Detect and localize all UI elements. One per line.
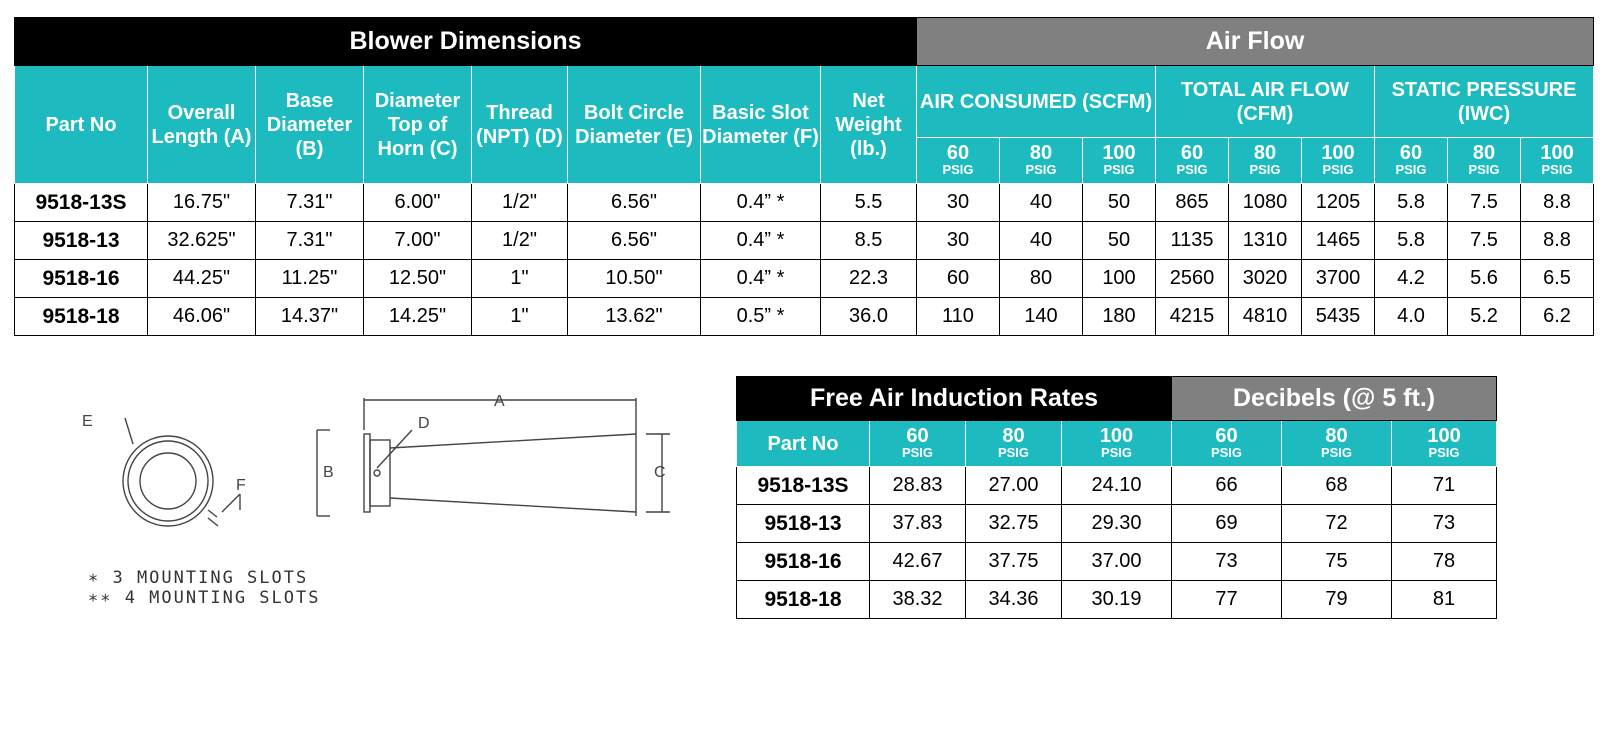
table-cell: 7.00"	[364, 222, 472, 260]
table-cell: 140	[1000, 298, 1083, 336]
col-part-no: Part No	[15, 66, 148, 184]
table-cell: 5.2	[1448, 298, 1521, 336]
table-row	[737, 505, 1497, 543]
table-row	[737, 543, 1497, 581]
table-cell: 60	[917, 260, 1000, 298]
table-cell: 0.4” *	[701, 222, 821, 260]
table-cell: 865	[1156, 184, 1229, 222]
end-view-drawing	[92, 418, 240, 526]
table-row	[737, 467, 1497, 505]
table-cell: 77	[1172, 581, 1282, 619]
group-static-pressure: STATIC PRESSURE (IWC)	[1375, 66, 1594, 138]
table-cell: 44.25"	[148, 260, 256, 298]
table-cell: 0.4” *	[701, 184, 821, 222]
table-cell: 27.00	[966, 467, 1062, 505]
table-cell: 5.6	[1448, 260, 1521, 298]
part-number-cell: 9518-13	[737, 505, 870, 543]
blower-dimensions-table	[14, 17, 1594, 336]
table-cell: 180	[1083, 298, 1156, 336]
table-cell: 32.75	[966, 505, 1062, 543]
table-cell: 0.5” *	[701, 298, 821, 336]
table-cell: 2560	[1156, 260, 1229, 298]
table-cell: 6.5	[1521, 260, 1594, 298]
psig-header: 60 PSIG	[1375, 138, 1448, 184]
col-overall-length: Overall Length (A)	[148, 66, 256, 184]
table-cell: 30.19	[1062, 581, 1172, 619]
table-cell: 3020	[1229, 260, 1302, 298]
psig-header: 60 PSIG	[1172, 421, 1282, 467]
table-cell: 7.31"	[256, 222, 364, 260]
free-air-induction-header: Free Air Induction Rates	[737, 377, 1172, 421]
table-cell: 24.10	[1062, 467, 1172, 505]
air-flow-header: Air Flow	[917, 18, 1594, 66]
table-cell: 3700	[1302, 260, 1375, 298]
table-cell: 37.75	[966, 543, 1062, 581]
table-cell: 6.2	[1521, 298, 1594, 336]
table-cell: 38.32	[870, 581, 966, 619]
table-cell: 5435	[1302, 298, 1375, 336]
table-cell: 11.25"	[256, 260, 364, 298]
table-cell: 10.50"	[568, 260, 701, 298]
table-cell: 1310	[1229, 222, 1302, 260]
table-cell: 8.8	[1521, 222, 1594, 260]
part-number-cell: 9518-16	[15, 260, 148, 298]
table-cell: 13.62"	[568, 298, 701, 336]
label-a: A	[494, 393, 505, 410]
table-cell: 8.8	[1521, 184, 1594, 222]
table-row	[15, 184, 1594, 222]
table-cell: 73	[1392, 505, 1497, 543]
table-cell: 110	[917, 298, 1000, 336]
part-number-cell: 9518-16	[737, 543, 870, 581]
psig-header: 80 PSIG	[1000, 138, 1083, 184]
col-part-no: Part No	[737, 421, 870, 467]
col-base-diameter: Base Diameter (B)	[256, 66, 364, 184]
group-total-air-flow: TOTAL AIR FLOW (CFM)	[1156, 66, 1375, 138]
table-row	[737, 581, 1497, 619]
label-b: B	[323, 464, 334, 481]
table-cell: 5.5	[821, 184, 917, 222]
table-row	[15, 298, 1594, 336]
table-cell: 1465	[1302, 222, 1375, 260]
table-cell: 7.5	[1448, 222, 1521, 260]
table-cell: 6.00"	[364, 184, 472, 222]
table-cell: 30	[917, 222, 1000, 260]
table-cell: 8.5	[821, 222, 917, 260]
label-f: F	[236, 477, 246, 494]
psig-header: 80 PSIG	[1282, 421, 1392, 467]
psig-header: 80 PSIG	[1229, 138, 1302, 184]
table-cell: 79	[1282, 581, 1392, 619]
table-cell: 40	[1000, 184, 1083, 222]
table-row	[15, 260, 1594, 298]
part-number-cell: 9518-18	[15, 298, 148, 336]
psig-header: 80 PSIG	[1448, 138, 1521, 184]
table-cell: 80	[1000, 260, 1083, 298]
table-cell: 34.36	[966, 581, 1062, 619]
group-air-consumed: AIR CONSUMED (SCFM)	[917, 66, 1156, 138]
psig-header: 100 PSIG	[1392, 421, 1497, 467]
table-cell: 81	[1392, 581, 1497, 619]
table-cell: 100	[1083, 260, 1156, 298]
table-cell: 1135	[1156, 222, 1229, 260]
table-cell: 36.0	[821, 298, 917, 336]
table-cell: 72	[1282, 505, 1392, 543]
table-cell: 30	[917, 184, 1000, 222]
table-cell: 4810	[1229, 298, 1302, 336]
table-cell: 37.00	[1062, 543, 1172, 581]
table-cell: 1080	[1229, 184, 1302, 222]
table-cell: 16.75"	[148, 184, 256, 222]
blower-dimensions-header: Blower Dimensions	[15, 18, 917, 66]
table-cell: 7.31"	[256, 184, 364, 222]
psig-header: 80 PSIG	[966, 421, 1062, 467]
psig-header: 60 PSIG	[917, 138, 1000, 184]
table-cell: 1"	[472, 298, 568, 336]
table-cell: 75	[1282, 543, 1392, 581]
table-cell: 4.0	[1375, 298, 1448, 336]
psig-header: 100 PSIG	[1062, 421, 1172, 467]
table-cell: 42.67	[870, 543, 966, 581]
table-cell: 68	[1282, 467, 1392, 505]
part-number-cell: 9518-13S	[15, 184, 148, 222]
mounting-slots-note-3: ∗ 3 MOUNTING SLOTS	[88, 568, 309, 588]
table-cell: 1/2"	[472, 222, 568, 260]
table-cell: 32.625"	[148, 222, 256, 260]
table-cell: 1205	[1302, 184, 1375, 222]
table-cell: 12.50"	[364, 260, 472, 298]
free-air-induction-table	[736, 376, 1497, 619]
table-cell: 50	[1083, 222, 1156, 260]
table-cell: 28.83	[870, 467, 966, 505]
table-cell: 1"	[472, 260, 568, 298]
table-cell: 50	[1083, 184, 1156, 222]
table-cell: 14.37"	[256, 298, 364, 336]
table-cell: 5.8	[1375, 222, 1448, 260]
table-cell: 22.3	[821, 260, 917, 298]
table-cell: 4215	[1156, 298, 1229, 336]
table-cell: 4.2	[1375, 260, 1448, 298]
col-net-weight: Net Weight (lb.)	[821, 66, 917, 184]
mounting-slots-note-4: ∗∗ 4 MOUNTING SLOTS	[88, 588, 321, 608]
table-cell: 66	[1172, 467, 1282, 505]
part-number-cell: 9518-18	[737, 581, 870, 619]
table-cell: 5.8	[1375, 184, 1448, 222]
col-thread: Thread (NPT) (D)	[472, 66, 568, 184]
psig-header: 60 PSIG	[1156, 138, 1229, 184]
table-cell: 7.5	[1448, 184, 1521, 222]
label-c: C	[654, 464, 666, 481]
table-cell: 14.25"	[364, 298, 472, 336]
part-number-cell: 9518-13	[15, 222, 148, 260]
table-cell: 40	[1000, 222, 1083, 260]
table-row	[15, 222, 1594, 260]
psig-header: 100 PSIG	[1083, 138, 1156, 184]
side-view-drawing	[317, 398, 670, 516]
psig-header: 60 PSIG	[870, 421, 966, 467]
table-cell: 0.4” *	[701, 260, 821, 298]
table-cell: 37.83	[870, 505, 966, 543]
table-cell: 6.56"	[568, 184, 701, 222]
table-cell: 6.56"	[568, 222, 701, 260]
label-d: D	[418, 415, 430, 432]
table-cell: 46.06"	[148, 298, 256, 336]
label-e: E	[82, 413, 93, 430]
table-cell: 29.30	[1062, 505, 1172, 543]
table-cell: 1/2"	[472, 184, 568, 222]
table-cell: 78	[1392, 543, 1497, 581]
decibels-header: Decibels (@ 5 ft.)	[1172, 377, 1497, 421]
col-basic-slot-diameter: Basic Slot Diameter (F)	[701, 66, 821, 184]
psig-header: 100 PSIG	[1521, 138, 1594, 184]
table-cell: 69	[1172, 505, 1282, 543]
table-cell: 73	[1172, 543, 1282, 581]
table-cell: 71	[1392, 467, 1497, 505]
col-diameter-top-of-horn: Diameter Top of Horn (C)	[364, 66, 472, 184]
psig-header: 100 PSIG	[1302, 138, 1375, 184]
col-bolt-circle-diameter: Bolt Circle Diameter (E)	[568, 66, 701, 184]
part-number-cell: 9518-13S	[737, 467, 870, 505]
